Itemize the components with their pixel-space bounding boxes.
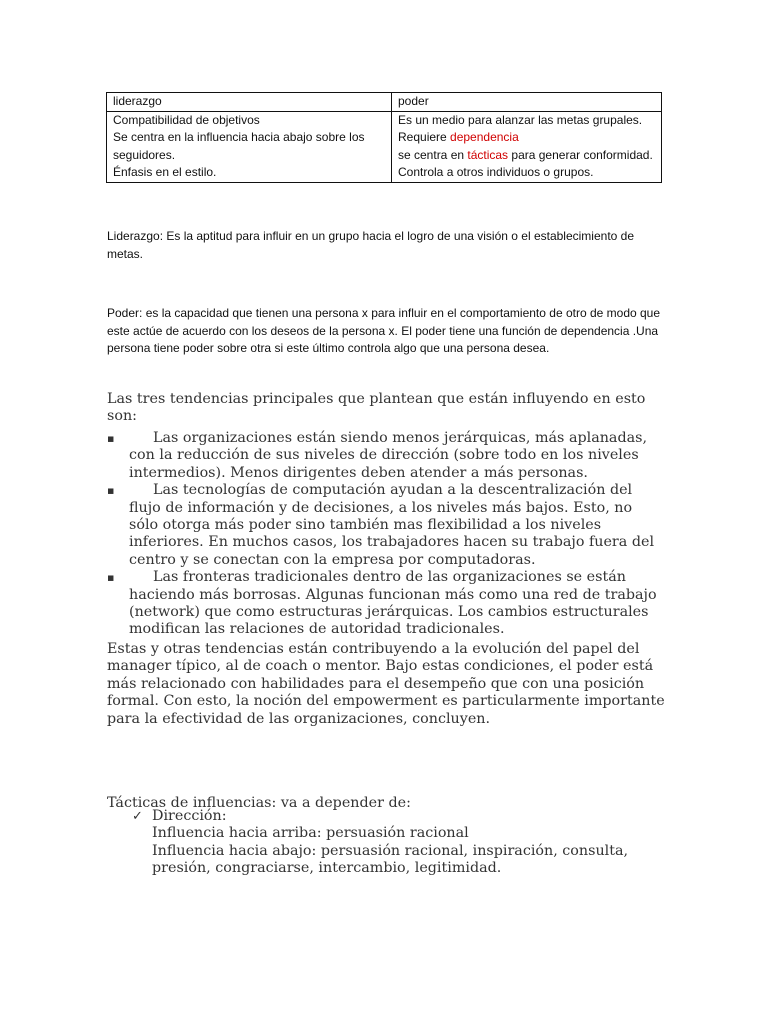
list-item: [107, 482, 662, 569]
square-bullet-icon: ▪: [107, 484, 115, 498]
direccion-label: Dirección:: [152, 808, 227, 824]
comparison-table: [106, 92, 662, 183]
liderazgo-line: Compatibilidad de objetivos: [113, 112, 260, 127]
header-liderazgo: liderazgo: [107, 93, 392, 112]
list-item: [107, 569, 662, 639]
list-item-text: Las tecnologías de computación ayudan a la descentralización del flujo de información y de decisiones, a los niveles más bajos. Esto, no sólo otorga más poder sino también mas flexibilidad a los niveles inferiores. En muchos casos, los trabajadores hacen su trabajo fuera del centro y se conectan con la empresa por computadoras.: [129, 482, 655, 568]
list-item-text: Las organizaciones están siendo menos jerárquicas, más aplanadas, con la reducción de sus niveles de dirección (sobre todo en los niveles intermedios). Menos dirigentes deben atender a más personas.: [129, 430, 648, 481]
definition-poder: Poder: es la capacidad que tienen una persona x para influir en el comportamiento de otro de modo que este actúe de acuerdo con los deseos de la persona x. El poder tiene una función de dependencia .Una persona tiene poder sobre otra si este último controla algo que una persona desea.: [107, 306, 661, 355]
poder-line: [398, 129, 655, 147]
square-bullet-icon: ▪: [107, 432, 115, 445]
highlight-dependencia: dependencia: [450, 130, 519, 144]
cell-liderazgo: [107, 111, 392, 182]
centra-suffix: para generar conformidad.: [508, 147, 653, 162]
liderazgo-line: Énfasis en el estilo.: [113, 165, 217, 179]
liderazgo-line: Se centra en la influencia hacia abajo sobre los seguidores.: [113, 130, 365, 162]
influencia-abajo: Influencia hacia abajo: persuasión racional, inspiración, consulta, presión, congraciarse, intercambio, legitimidad.: [152, 842, 629, 877]
definition-liderazgo: Liderazgo: Es la aptitud para influir en un grupo hacia el logro de una visión o el establecimiento de metas.: [107, 229, 635, 261]
table-header-row: [107, 93, 662, 112]
tendencias-list: [107, 430, 662, 639]
poder-line: Controla a otros individuos o grupos.: [398, 165, 594, 179]
cell-poder: [392, 111, 662, 182]
poder-line: [398, 147, 655, 165]
list-item: [107, 430, 662, 482]
requiere-prefix: Requiere: [398, 130, 451, 144]
direccion-text: [152, 808, 662, 878]
list-item-text: Las fronteras tradicionales dentro de las organizaciones se están haciendo más borrosas. Algunas funcionan más como una red de trabajo (network) que como estructuras jerárquicas. Los cambios estructurales modifican las relaciones de autoridad tradicionales.: [129, 569, 657, 638]
tacticas-title: Tácticas de influencias: va a depender de:: [107, 795, 411, 811]
header-poder: poder: [392, 93, 662, 112]
centra-prefix: se centra en: [398, 147, 468, 162]
tendencias-intro: Las tres tendencias principales que plantean que están influyendo en esto son:: [107, 391, 646, 425]
poder-line: Es un medio para alanzar las metas grupales.: [398, 112, 643, 127]
square-bullet-icon: ▪: [107, 571, 115, 585]
influencia-arriba: Influencia hacia arriba: persuasión racional: [152, 825, 469, 842]
table-body-row: [107, 111, 662, 182]
checkmark-icon: ✓: [132, 809, 143, 824]
highlight-tacticas: tácticas: [467, 147, 509, 162]
tendencias-conclusion: Estas y otras tendencias están contribuyendo a la evolución del papel del manager típico, al de coach o mentor. Bajo estas condiciones, el poder está más relacionado con habilidades para el desempeño que con una posición formal. Con esto, la noción del empowerment es particularmente importante para la efectividad de las organizaciones, concluyen.: [107, 641, 665, 727]
